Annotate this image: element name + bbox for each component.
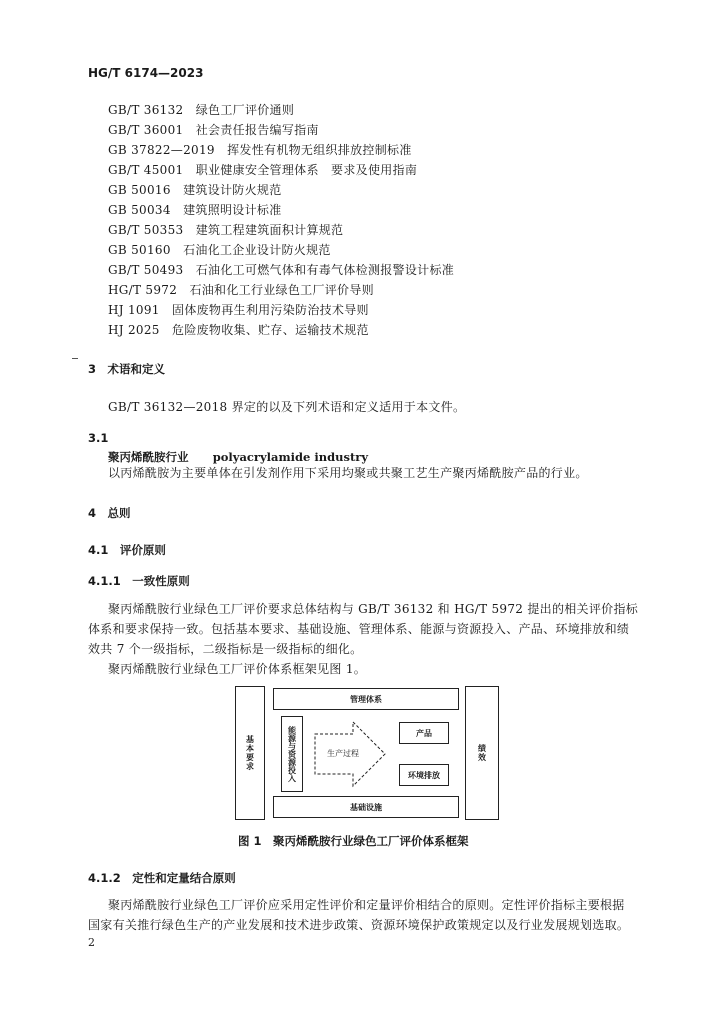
margin-mark bbox=[72, 358, 78, 359]
label-energy-resources: 能源与资源投入 bbox=[287, 726, 297, 782]
reference-item: HG/T 5972 石油和化工行业绿色工厂评价导则 bbox=[108, 283, 374, 297]
box-energy-resources bbox=[281, 716, 303, 792]
reference-item: GB 37822—2019 挥发性有机物无组织排放控制标准 bbox=[108, 143, 412, 157]
reference-item: GB/T 36001 社会责任报告编写指南 bbox=[108, 123, 319, 137]
label-infrastructure: 基础设施 bbox=[350, 802, 382, 812]
label-environmental-emission: 环境排放 bbox=[408, 770, 440, 780]
box-basic-requirements bbox=[235, 686, 265, 820]
term-title bbox=[108, 446, 368, 465]
page-number: 2 bbox=[88, 936, 95, 949]
paragraph-line: 国家有关推行绿色生产的产业发展和技术进步政策、资源环境保护政策规定以及行业发展规划选取。 bbox=[88, 918, 630, 932]
paragraph-line: 效共 7 个一级指标，二级指标是一级指标的细化。 bbox=[88, 642, 363, 656]
section-3-intro: GB/T 36132—2018 界定的以及下列术语和定义适用于本文件。 bbox=[108, 400, 466, 414]
label-performance: 绩效 bbox=[477, 744, 487, 762]
figure-caption: 图 1 聚丙烯酰胺行业绿色工厂评价体系框架 bbox=[238, 834, 469, 848]
document-number-header: HG/T 6174—2023 bbox=[88, 66, 204, 80]
paragraph-line: 聚丙烯酰胺行业绿色工厂评价体系框架见图 1。 bbox=[108, 662, 367, 676]
reference-item: GB/T 50353 建筑工程建筑面积计算规范 bbox=[108, 223, 344, 237]
term-number: 3.1 bbox=[88, 431, 109, 445]
reference-item: GB 50160 石油化工企业设计防火规范 bbox=[108, 243, 331, 257]
section-4-heading: 4 总则 bbox=[88, 506, 131, 520]
box-management-system bbox=[273, 688, 459, 710]
paragraph-line: 聚丙烯酰胺行业绿色工厂评价要求总体结构与 GB/T 36132 和 HG/T 5972 提出的相关评价指标 bbox=[108, 602, 639, 616]
framework-diagram bbox=[235, 686, 499, 820]
box-infrastructure bbox=[273, 796, 459, 818]
reference-item: GB/T 36132 绿色工厂评价通则 bbox=[108, 103, 295, 117]
paragraph-line: 体系和要求保持一致。包括基本要求、基础设施、管理体系、能源与资源投入、产品、环境排放和绩 bbox=[88, 622, 630, 636]
reference-item: GB 50034 建筑照明设计标准 bbox=[108, 203, 282, 217]
section-3-heading: 3 术语和定义 bbox=[88, 362, 166, 376]
term-en: polyacrylamide industry bbox=[212, 450, 369, 464]
reference-item: GB/T 50493 石油化工可燃气体和有毒气体检测报警设计标准 bbox=[108, 263, 455, 277]
label-basic-requirements: 基本要求 bbox=[245, 735, 255, 771]
term-zh: 聚丙烯酰胺行业 bbox=[108, 450, 189, 464]
reference-item: HJ 2025 危险废物收集、贮存、运输技术规范 bbox=[108, 323, 369, 337]
paragraph-line: 聚丙烯酰胺行业绿色工厂评价应采用定性评价和定量评价相结合的原则。定性评价指标主要根据 bbox=[108, 898, 625, 912]
label-production-process: 生产过程 bbox=[327, 749, 359, 758]
box-product bbox=[399, 722, 449, 744]
label-product: 产品 bbox=[416, 728, 432, 738]
reference-item: GB/T 45001 职业健康安全管理体系 要求及使用指南 bbox=[108, 163, 418, 177]
section-4-1-2-heading: 4.1.2 定性和定量结合原则 bbox=[88, 871, 236, 885]
box-environmental-emission bbox=[399, 764, 449, 786]
reference-item: GB 50016 建筑设计防火规范 bbox=[108, 183, 282, 197]
reference-item: HJ 1091 固体废物再生利用污染防治技术导则 bbox=[108, 303, 369, 317]
section-4-1-heading: 4.1 评价原则 bbox=[88, 543, 166, 557]
box-performance bbox=[465, 686, 499, 820]
label-management-system: 管理体系 bbox=[350, 694, 382, 704]
term-definition: 以丙烯酰胺为主要单体在引发剂作用下采用均聚或共聚工艺生产聚丙烯酰胺产品的行业。 bbox=[108, 466, 588, 480]
section-4-1-1-heading: 4.1.1 一致性原则 bbox=[88, 574, 190, 588]
